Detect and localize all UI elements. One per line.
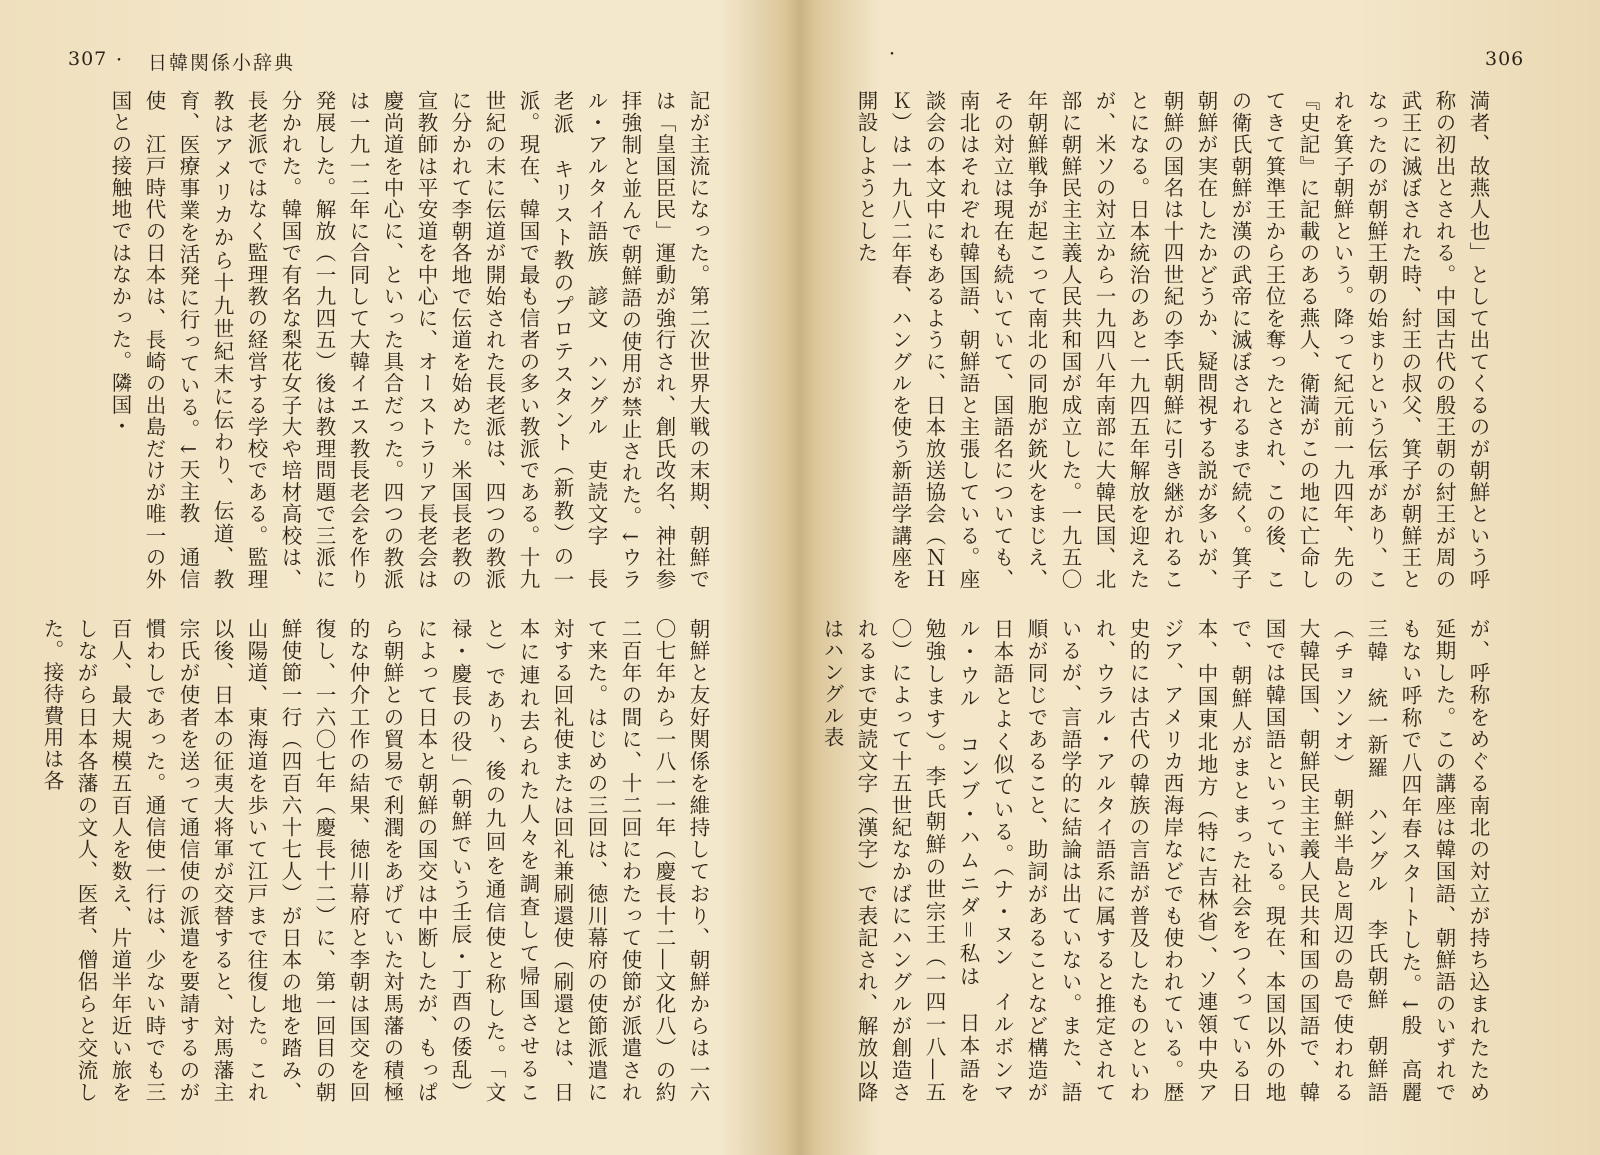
page-number-right: 306 — [1485, 48, 1525, 70]
margin-dot: ・ — [885, 47, 899, 63]
left-page-top-text — [95, 90, 715, 590]
right-top-paragraph: 満者、故燕人也」として出てくるのが朝鮮という呼称の初出とされる。中国古代の殷王朝の紂王が周の武王に滅ぼされた時、紂王の叔父、箕子が朝鮮王となったのが朝鮮王朝の始まりという伝承があり、これを箕子朝鮮という。降って紀元前一九四年、先の『史記』に記載のある燕人、衛満がこの地に亡命してきて箕準王から王位を奪ったとされ、この後、この衛氏朝鮮が漢の武帝に滅ぼされるまで続く。箕子朝鮮が実在したかどうか、疑問視する説が多いが、朝鮮の国名は十四世紀の李氏朝鮮に引き継がれることになる。日本統治のあと一九四五年解放を迎えたが、米ソの対立から一九四八年南部に大韓民国、北部に朝鮮民主主義人民共和国が成立した。一九五〇年朝鮮戦争が起こって南北の同胞が銃火をまじえ、その対立は現在も続いていて、国語名についても、南北はそれぞれ韓国語、朝鮮語と主張している。座談会の本文中にもあるように、日本放送協会（ＮＨＫ）は一九八二年春、ハングルを使う新語学講座を開設しようとした — [854, 90, 1490, 590]
right-page — [800, 0, 1600, 1155]
right-page-bottom-text — [820, 618, 1495, 1125]
right-page-top-text — [854, 90, 1495, 590]
separator-dot: ・ — [112, 53, 126, 69]
page-number-left: 307 — [68, 48, 108, 70]
left-top-paragraph: 記が主流になった。第二次世界大戦の末期、朝鮮では「皇国臣民」運動が強行され、創氏改名、神社参拝強制と並んで朝鮮語の使用が禁止された。↓ウラル・アルタイ語族 諺文 ハングル 吏読文字 長老派 キリスト教のプロテスタント（新教）の一派。現在、韓国で最も信者の多い教派である。十九世紀の末に伝道が開始された長老派は、四つの教派に分かれて李朝各地で伝道を始めた。米国長老教の宣教師は平安道を中心に、オーストラリア長老会は慶尚道を中心に、といった具合だった。四つの教派は一九一二年に合同して大韓イエス教長老会を作り発展した。解放（一九四五）後は教理問題で三派に分かれた。韓国で有名な梨花女子大や培材高校は、長老派ではなく監理教の経営する学校である。監理教はアメリカから十九世紀末に伝わり、伝道、教育、医療事業を活発に行っている。↓天主教 通信使 江戸時代の日本は、長崎の出島だけが唯一の外国との接触地ではなかった。隣国・ — [108, 90, 710, 590]
left-page-bottom-text — [40, 618, 715, 1103]
left-page — [0, 0, 790, 1155]
running-title: 日韓関係小辞典 — [148, 52, 296, 74]
left-bottom-paragraph: 朝鮮と友好関係を維持しており、朝鮮からは一六〇七年から一八一一年（慶長十二―文化八）の約二百年の間に、十二回にわたって使節が派遣されて来た。はじめの三回は、徳川幕府の使節派遣に対する回礼使または回礼兼刷還使（刷還とは、日本に連れ去られた人々を調査して帰国させること）であり、後の九回を通信使と称した。「文禄・慶長の役」（朝鮮でいう壬辰・丁酉の倭乱）によって日本と朝鮮の国交は中断したが、もっぱら朝鮮との貿易で利潤をあげていた対馬藩の積極的な仲介工作の結果、徳川幕府と李朝は国交を回復し、一六〇七年（慶長十二）に、第一回目の朝鮮使節一行（四百六十七人）が日本の地を踏み、山陽道、東海道を歩いて江戸まで往復した。これ以後、日本の征夷大将軍が交替すると、対馬藩主宗氏が使者を送って通信使の派遣を要請するのが慣わしであった。通信使一行は、少ない時でも三百人、最大規模五百人を数え、片道半年近い旅をしながら日本各藩の文人、医者、僧侶らと交流した。接待費用は各 — [40, 618, 710, 1103]
right-bottom-paragraph: が、呼称をめぐる南北の対立が持ち込まれたため延期した。この講座は韓国語、朝鮮語のいずれでもない呼称で八四年春スタートした。↓殷 高麗 三韓 統一新羅 ハングル 李氏朝鮮 朝鮮語（チョソンオ） 朝鮮半島と周辺の島で使われる大韓民国、朝鮮民主主義人民共和国の国語で、韓国では韓国語といっている。現在、本国以外の地で、朝鮮人がまとまった社会をつくっている日本、中国東北地方（特に吉林省）、ソ連領中央アジア、アメリカ西海岸などでも使われている。歴史的には古代の韓族の言語が普及したものといわれ、ウラル・アルタイ語系に属すると推定されているが、言語学的に結論は出ていない。また、語順が同じであること、助詞があることなど構造が日本語とよく似ている。（ナ・ヌン イルボンマル・ウル コンブ・ハムニダ＝私は 日本語を 勉強します）。李氏朝鮮の世宗王（一四一八―五〇）によって十五世紀なかばにハングルが創造されるまで吏読文字（漢字）で表記され、解放以降はハングル表 — [820, 618, 1490, 1125]
